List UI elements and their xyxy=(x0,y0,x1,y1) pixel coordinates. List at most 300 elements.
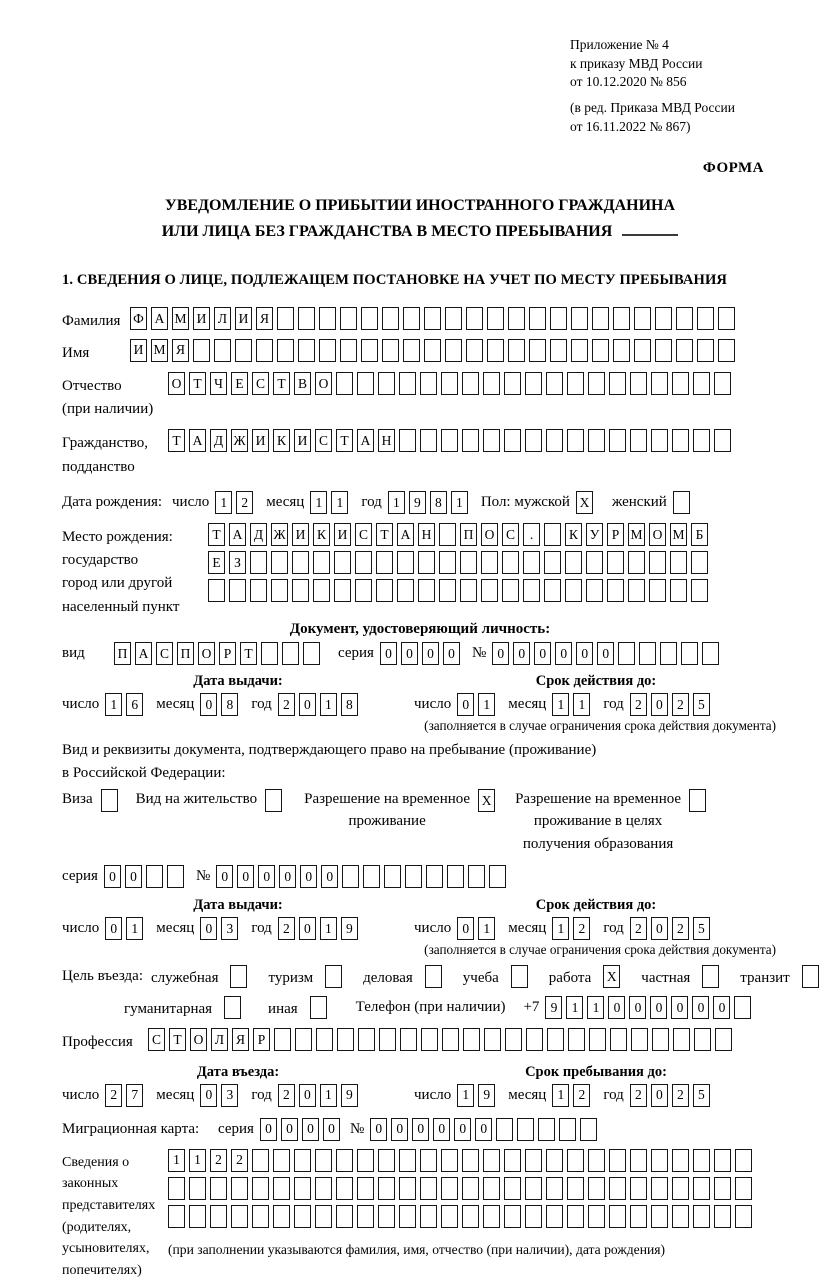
surname-input[interactable] xyxy=(130,307,739,330)
char-cell[interactable] xyxy=(424,339,441,362)
char-cell[interactable]: 0 xyxy=(105,917,122,940)
char-cell[interactable]: 0 xyxy=(513,642,530,665)
char-cell[interactable]: 9 xyxy=(409,491,426,514)
char-cell[interactable] xyxy=(714,1149,731,1172)
char-cell[interactable]: И xyxy=(252,429,269,452)
char-cell[interactable] xyxy=(418,579,435,602)
char-cell[interactable] xyxy=(252,1149,269,1172)
char-cell[interactable] xyxy=(363,865,380,888)
char-cell[interactable]: Т xyxy=(189,372,206,395)
char-cell[interactable]: 1 xyxy=(105,693,122,716)
char-cell[interactable]: 0 xyxy=(576,642,593,665)
char-cell[interactable]: X xyxy=(478,789,495,812)
char-cell[interactable]: 1 xyxy=(457,1084,474,1107)
char-cell[interactable] xyxy=(483,1205,500,1228)
char-cell[interactable] xyxy=(439,523,456,546)
temp-residence-checkbox[interactable] xyxy=(478,789,499,812)
char-cell[interactable] xyxy=(718,339,735,362)
permit-valid-day-input[interactable] xyxy=(457,917,499,940)
sex-female-checkbox[interactable] xyxy=(673,491,694,514)
char-cell[interactable]: 0 xyxy=(629,996,646,1019)
char-cell[interactable] xyxy=(315,1205,332,1228)
char-cell[interactable]: А xyxy=(229,523,246,546)
purpose-other-checkbox[interactable] xyxy=(310,996,331,1019)
char-cell[interactable] xyxy=(630,429,647,452)
char-cell[interactable] xyxy=(361,339,378,362)
char-cell[interactable]: X xyxy=(576,491,593,514)
char-cell[interactable] xyxy=(355,579,372,602)
char-cell[interactable]: А xyxy=(357,429,374,452)
char-cell[interactable] xyxy=(502,551,519,574)
char-cell[interactable] xyxy=(670,579,687,602)
doc-valid-year-input[interactable] xyxy=(630,693,714,716)
char-cell[interactable] xyxy=(441,372,458,395)
char-cell[interactable] xyxy=(702,965,719,988)
char-cell[interactable]: Е xyxy=(231,372,248,395)
char-cell[interactable] xyxy=(376,551,393,574)
char-cell[interactable]: 0 xyxy=(457,693,474,716)
char-cell[interactable]: 1 xyxy=(215,491,232,514)
char-cell[interactable]: 7 xyxy=(126,1084,143,1107)
char-cell[interactable]: 2 xyxy=(630,693,647,716)
char-cell[interactable] xyxy=(618,642,635,665)
char-cell[interactable] xyxy=(702,642,719,665)
char-cell[interactable] xyxy=(337,1028,354,1051)
char-cell[interactable]: Л xyxy=(211,1028,228,1051)
char-cell[interactable] xyxy=(265,789,282,812)
char-cell[interactable] xyxy=(496,1118,513,1141)
char-cell[interactable]: 9 xyxy=(545,996,562,1019)
char-cell[interactable] xyxy=(567,1205,584,1228)
char-cell[interactable]: 5 xyxy=(693,917,710,940)
char-cell[interactable] xyxy=(568,1028,585,1051)
char-cell[interactable] xyxy=(463,1028,480,1051)
char-cell[interactable] xyxy=(400,1028,417,1051)
phone-input[interactable] xyxy=(545,996,755,1019)
char-cell[interactable]: Е xyxy=(208,551,225,574)
char-cell[interactable] xyxy=(651,372,668,395)
char-cell[interactable] xyxy=(525,1149,542,1172)
char-cell[interactable] xyxy=(672,1177,689,1200)
char-cell[interactable] xyxy=(489,865,506,888)
char-cell[interactable] xyxy=(250,551,267,574)
char-cell[interactable] xyxy=(384,865,401,888)
char-cell[interactable]: 3 xyxy=(221,917,238,940)
char-cell[interactable] xyxy=(550,307,567,330)
char-cell[interactable] xyxy=(325,965,342,988)
char-cell[interactable] xyxy=(250,579,267,602)
char-cell[interactable] xyxy=(693,429,710,452)
char-cell[interactable] xyxy=(361,307,378,330)
char-cell[interactable]: 2 xyxy=(278,1084,295,1107)
char-cell[interactable] xyxy=(101,789,118,812)
char-cell[interactable]: Т xyxy=(208,523,225,546)
char-cell[interactable] xyxy=(277,339,294,362)
char-cell[interactable] xyxy=(672,1205,689,1228)
char-cell[interactable] xyxy=(462,1205,479,1228)
char-cell[interactable] xyxy=(504,372,521,395)
char-cell[interactable] xyxy=(631,1028,648,1051)
char-cell[interactable] xyxy=(673,1028,690,1051)
char-cell[interactable] xyxy=(399,1149,416,1172)
char-cell[interactable]: 2 xyxy=(672,1084,689,1107)
residence-permit-checkbox[interactable] xyxy=(265,789,286,812)
char-cell[interactable] xyxy=(714,429,731,452)
char-cell[interactable] xyxy=(504,429,521,452)
char-cell[interactable]: П xyxy=(114,642,131,665)
char-cell[interactable] xyxy=(319,307,336,330)
char-cell[interactable]: 1 xyxy=(552,693,569,716)
citizenship-input[interactable] xyxy=(168,429,735,452)
doc-issue-month-input[interactable] xyxy=(200,693,242,716)
char-cell[interactable] xyxy=(146,865,163,888)
char-cell[interactable] xyxy=(609,1177,626,1200)
char-cell[interactable]: 2 xyxy=(630,917,647,940)
char-cell[interactable]: 1 xyxy=(310,491,327,514)
char-cell[interactable]: 0 xyxy=(237,865,254,888)
migration-card-number-input[interactable] xyxy=(370,1118,601,1141)
char-cell[interactable]: 0 xyxy=(302,1118,319,1141)
char-cell[interactable]: 0 xyxy=(279,865,296,888)
char-cell[interactable] xyxy=(586,579,603,602)
char-cell[interactable]: И xyxy=(235,307,252,330)
representatives-row1[interactable] xyxy=(168,1149,756,1172)
char-cell[interactable] xyxy=(630,1205,647,1228)
doc-series-input[interactable] xyxy=(380,642,464,665)
char-cell[interactable] xyxy=(525,1177,542,1200)
char-cell[interactable]: 3 xyxy=(221,1084,238,1107)
entry-month-input[interactable] xyxy=(200,1084,242,1107)
char-cell[interactable] xyxy=(714,1177,731,1200)
char-cell[interactable] xyxy=(462,429,479,452)
char-cell[interactable] xyxy=(672,1149,689,1172)
char-cell[interactable]: 6 xyxy=(126,693,143,716)
char-cell[interactable]: Я xyxy=(256,307,273,330)
doc-issue-year-input[interactable] xyxy=(278,693,362,716)
char-cell[interactable]: 1 xyxy=(451,491,468,514)
char-cell[interactable] xyxy=(634,339,651,362)
doc-valid-day-input[interactable] xyxy=(457,693,499,716)
char-cell[interactable] xyxy=(630,372,647,395)
char-cell[interactable]: Д xyxy=(210,429,227,452)
char-cell[interactable] xyxy=(634,307,651,330)
char-cell[interactable] xyxy=(298,339,315,362)
char-cell[interactable] xyxy=(588,1177,605,1200)
char-cell[interactable] xyxy=(231,1177,248,1200)
char-cell[interactable]: 0 xyxy=(391,1118,408,1141)
birth-day-input[interactable] xyxy=(215,491,257,514)
char-cell[interactable] xyxy=(355,551,372,574)
char-cell[interactable] xyxy=(424,307,441,330)
char-cell[interactable] xyxy=(294,1177,311,1200)
char-cell[interactable]: 1 xyxy=(320,693,337,716)
char-cell[interactable] xyxy=(294,1205,311,1228)
char-cell[interactable] xyxy=(466,339,483,362)
stay-day-input[interactable] xyxy=(457,1084,499,1107)
char-cell[interactable] xyxy=(526,1028,543,1051)
char-cell[interactable] xyxy=(628,579,645,602)
char-cell[interactable] xyxy=(357,1205,374,1228)
char-cell[interactable] xyxy=(609,372,626,395)
sex-male-checkbox[interactable] xyxy=(576,491,597,514)
char-cell[interactable]: 0 xyxy=(534,642,551,665)
char-cell[interactable]: 2 xyxy=(105,1084,122,1107)
char-cell[interactable] xyxy=(589,1028,606,1051)
char-cell[interactable] xyxy=(652,1028,669,1051)
char-cell[interactable] xyxy=(445,307,462,330)
doc-valid-month-input[interactable] xyxy=(552,693,594,716)
char-cell[interactable] xyxy=(224,996,241,1019)
char-cell[interactable] xyxy=(529,307,546,330)
char-cell[interactable] xyxy=(273,1149,290,1172)
char-cell[interactable] xyxy=(511,965,528,988)
char-cell[interactable]: С xyxy=(252,372,269,395)
char-cell[interactable]: 1 xyxy=(573,693,590,716)
char-cell[interactable] xyxy=(441,429,458,452)
char-cell[interactable]: 0 xyxy=(651,693,668,716)
char-cell[interactable] xyxy=(282,642,299,665)
doc-issue-day-input[interactable] xyxy=(105,693,147,716)
char-cell[interactable] xyxy=(256,339,273,362)
char-cell[interactable]: Р xyxy=(219,642,236,665)
char-cell[interactable] xyxy=(483,1177,500,1200)
char-cell[interactable]: А xyxy=(135,642,152,665)
char-cell[interactable]: 0 xyxy=(370,1118,387,1141)
char-cell[interactable]: Я xyxy=(172,339,189,362)
char-cell[interactable] xyxy=(418,551,435,574)
char-cell[interactable]: А xyxy=(397,523,414,546)
char-cell[interactable] xyxy=(252,1177,269,1200)
char-cell[interactable]: И xyxy=(193,307,210,330)
char-cell[interactable] xyxy=(529,339,546,362)
char-cell[interactable]: М xyxy=(151,339,168,362)
char-cell[interactable] xyxy=(441,1177,458,1200)
char-cell[interactable] xyxy=(342,865,359,888)
char-cell[interactable]: 1 xyxy=(189,1149,206,1172)
char-cell[interactable] xyxy=(718,307,735,330)
char-cell[interactable] xyxy=(315,1149,332,1172)
char-cell[interactable] xyxy=(571,339,588,362)
char-cell[interactable] xyxy=(487,339,504,362)
char-cell[interactable]: Ж xyxy=(231,429,248,452)
char-cell[interactable] xyxy=(235,339,252,362)
char-cell[interactable] xyxy=(607,551,624,574)
char-cell[interactable]: 1 xyxy=(478,917,495,940)
char-cell[interactable]: Д xyxy=(250,523,267,546)
char-cell[interactable]: 0 xyxy=(692,996,709,1019)
char-cell[interactable] xyxy=(378,372,395,395)
char-cell[interactable] xyxy=(483,429,500,452)
char-cell[interactable]: Т xyxy=(336,429,353,452)
purpose-study-checkbox[interactable] xyxy=(511,965,532,988)
char-cell[interactable] xyxy=(439,551,456,574)
purpose-work-checkbox[interactable] xyxy=(603,965,624,988)
char-cell[interactable] xyxy=(399,1205,416,1228)
char-cell[interactable] xyxy=(670,551,687,574)
char-cell[interactable] xyxy=(441,1149,458,1172)
char-cell[interactable] xyxy=(231,1205,248,1228)
char-cell[interactable] xyxy=(313,579,330,602)
char-cell[interactable] xyxy=(651,429,668,452)
char-cell[interactable] xyxy=(544,551,561,574)
char-cell[interactable] xyxy=(546,1205,563,1228)
char-cell[interactable] xyxy=(336,1205,353,1228)
char-cell[interactable] xyxy=(567,429,584,452)
char-cell[interactable] xyxy=(715,1028,732,1051)
char-cell[interactable] xyxy=(426,865,443,888)
char-cell[interactable] xyxy=(609,1205,626,1228)
permit-valid-year-input[interactable] xyxy=(630,917,714,940)
char-cell[interactable]: Т xyxy=(273,372,290,395)
char-cell[interactable] xyxy=(229,579,246,602)
char-cell[interactable] xyxy=(403,339,420,362)
char-cell[interactable]: 2 xyxy=(573,917,590,940)
char-cell[interactable] xyxy=(613,339,630,362)
char-cell[interactable] xyxy=(544,523,561,546)
char-cell[interactable]: О xyxy=(315,372,332,395)
char-cell[interactable] xyxy=(378,1177,395,1200)
char-cell[interactable]: 2 xyxy=(278,917,295,940)
char-cell[interactable]: Т xyxy=(168,429,185,452)
char-cell[interactable]: 2 xyxy=(672,693,689,716)
char-cell[interactable]: 8 xyxy=(221,693,238,716)
char-cell[interactable] xyxy=(340,339,357,362)
char-cell[interactable] xyxy=(697,307,714,330)
char-cell[interactable] xyxy=(681,642,698,665)
char-cell[interactable] xyxy=(609,429,626,452)
char-cell[interactable]: М xyxy=(670,523,687,546)
char-cell[interactable] xyxy=(655,339,672,362)
char-cell[interactable]: Б xyxy=(691,523,708,546)
char-cell[interactable] xyxy=(693,372,710,395)
char-cell[interactable]: 1 xyxy=(331,491,348,514)
char-cell[interactable] xyxy=(483,372,500,395)
char-cell[interactable]: 0 xyxy=(380,642,397,665)
char-cell[interactable] xyxy=(607,579,624,602)
char-cell[interactable] xyxy=(397,551,414,574)
char-cell[interactable] xyxy=(481,579,498,602)
char-cell[interactable]: . xyxy=(523,523,540,546)
char-cell[interactable] xyxy=(420,1205,437,1228)
permit-series-input[interactable] xyxy=(104,865,188,888)
purpose-transit-checkbox[interactable] xyxy=(802,965,823,988)
char-cell[interactable]: 0 xyxy=(671,996,688,1019)
char-cell[interactable] xyxy=(689,789,706,812)
char-cell[interactable] xyxy=(193,339,210,362)
purpose-tourism-checkbox[interactable] xyxy=(325,965,346,988)
char-cell[interactable]: 1 xyxy=(552,917,569,940)
char-cell[interactable] xyxy=(376,579,393,602)
char-cell[interactable] xyxy=(460,579,477,602)
entry-day-input[interactable] xyxy=(105,1084,147,1107)
char-cell[interactable]: Ч xyxy=(210,372,227,395)
char-cell[interactable]: М xyxy=(172,307,189,330)
char-cell[interactable] xyxy=(649,551,666,574)
char-cell[interactable]: О xyxy=(481,523,498,546)
char-cell[interactable] xyxy=(462,1149,479,1172)
char-cell[interactable] xyxy=(210,1205,227,1228)
char-cell[interactable] xyxy=(546,372,563,395)
char-cell[interactable] xyxy=(567,1149,584,1172)
char-cell[interactable]: И xyxy=(294,429,311,452)
char-cell[interactable]: 0 xyxy=(125,865,142,888)
representatives-row3[interactable] xyxy=(168,1205,756,1228)
char-cell[interactable] xyxy=(694,1028,711,1051)
char-cell[interactable]: Т xyxy=(240,642,257,665)
char-cell[interactable] xyxy=(340,307,357,330)
profession-input[interactable] xyxy=(148,1028,736,1051)
char-cell[interactable]: 0 xyxy=(412,1118,429,1141)
char-cell[interactable]: Л xyxy=(214,307,231,330)
char-cell[interactable]: Р xyxy=(253,1028,270,1051)
char-cell[interactable] xyxy=(547,1028,564,1051)
char-cell[interactable] xyxy=(336,1177,353,1200)
char-cell[interactable] xyxy=(230,965,247,988)
patronymic-input[interactable] xyxy=(168,372,735,395)
char-cell[interactable] xyxy=(673,491,690,514)
char-cell[interactable] xyxy=(502,579,519,602)
char-cell[interactable]: 0 xyxy=(299,917,316,940)
char-cell[interactable] xyxy=(525,1205,542,1228)
char-cell[interactable] xyxy=(714,372,731,395)
char-cell[interactable] xyxy=(613,307,630,330)
doc-type-input[interactable] xyxy=(114,642,324,665)
char-cell[interactable]: 1 xyxy=(126,917,143,940)
char-cell[interactable] xyxy=(441,1205,458,1228)
permit-valid-month-input[interactable] xyxy=(552,917,594,940)
char-cell[interactable]: 0 xyxy=(433,1118,450,1141)
char-cell[interactable] xyxy=(571,307,588,330)
char-cell[interactable]: 2 xyxy=(236,491,253,514)
char-cell[interactable]: 1 xyxy=(566,996,583,1019)
char-cell[interactable]: 0 xyxy=(323,1118,340,1141)
char-cell[interactable]: 9 xyxy=(478,1084,495,1107)
char-cell[interactable] xyxy=(399,429,416,452)
char-cell[interactable] xyxy=(167,865,184,888)
char-cell[interactable]: 2 xyxy=(672,917,689,940)
char-cell[interactable]: 1 xyxy=(320,917,337,940)
char-cell[interactable] xyxy=(546,1177,563,1200)
char-cell[interactable]: 8 xyxy=(430,491,447,514)
char-cell[interactable]: 0 xyxy=(597,642,614,665)
char-cell[interactable] xyxy=(292,579,309,602)
char-cell[interactable]: В xyxy=(294,372,311,395)
char-cell[interactable] xyxy=(525,372,542,395)
char-cell[interactable]: 0 xyxy=(104,865,121,888)
char-cell[interactable] xyxy=(508,339,525,362)
char-cell[interactable] xyxy=(546,1149,563,1172)
char-cell[interactable]: 0 xyxy=(321,865,338,888)
char-cell[interactable]: 0 xyxy=(457,917,474,940)
char-cell[interactable] xyxy=(425,965,442,988)
char-cell[interactable] xyxy=(261,642,278,665)
char-cell[interactable] xyxy=(610,1028,627,1051)
char-cell[interactable]: 1 xyxy=(388,491,405,514)
char-cell[interactable] xyxy=(421,1028,438,1051)
char-cell[interactable]: К xyxy=(313,523,330,546)
char-cell[interactable] xyxy=(208,579,225,602)
char-cell[interactable] xyxy=(517,1118,534,1141)
char-cell[interactable] xyxy=(294,1149,311,1172)
char-cell[interactable] xyxy=(310,996,327,1019)
char-cell[interactable]: 0 xyxy=(454,1118,471,1141)
permit-issue-day-input[interactable] xyxy=(105,917,147,940)
char-cell[interactable]: 2 xyxy=(231,1149,248,1172)
char-cell[interactable]: 0 xyxy=(200,693,217,716)
char-cell[interactable] xyxy=(525,429,542,452)
char-cell[interactable]: 2 xyxy=(630,1084,647,1107)
char-cell[interactable] xyxy=(592,339,609,362)
